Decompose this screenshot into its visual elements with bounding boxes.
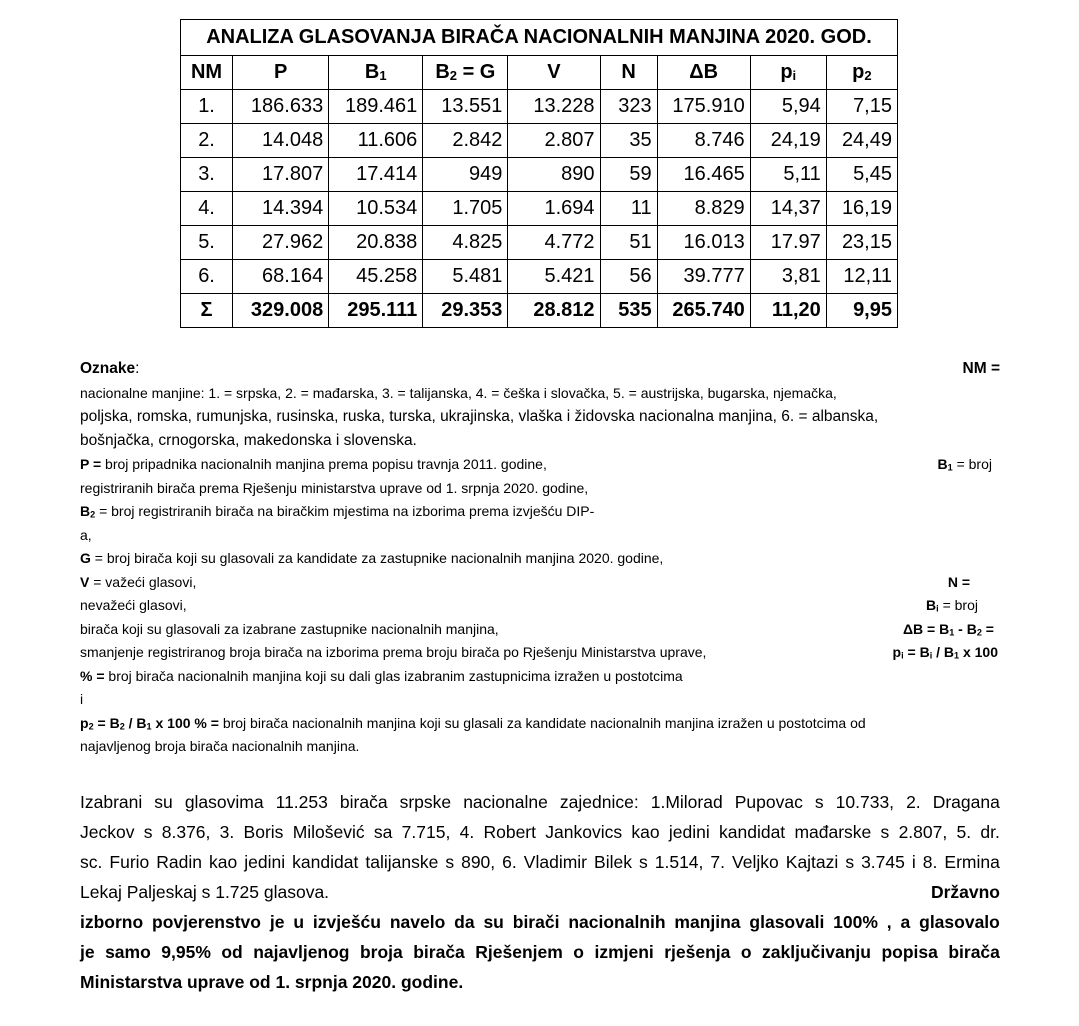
n-definition: nevažeći glasovi, (80, 597, 187, 613)
table-cell: 9,95 (826, 294, 897, 328)
table-cell: 39.777 (657, 260, 750, 294)
table-cell: 295.111 (329, 294, 423, 328)
table-cell: 13.228 (508, 90, 600, 124)
v-definition: = važeći glasovi, (89, 573, 197, 590)
table-cell: 2.807 (508, 124, 600, 158)
table-cell: 5,11 (750, 158, 826, 192)
table-cell: 5.421 (508, 260, 600, 294)
b1-definition: registriranih birača prema Rješenju ministarstva uprave od 1. srpnja 2020. godine, (80, 479, 589, 496)
notes-heading: Oznake (80, 360, 136, 377)
table-cell: 16.465 (657, 158, 750, 192)
table-row (181, 158, 898, 192)
table-cell: 5,45 (826, 158, 897, 192)
table-cell: 3. (181, 158, 233, 192)
table-cell: 13.551 (423, 90, 508, 124)
table-cell: 2.842 (423, 124, 508, 158)
table-cell: 14.394 (233, 192, 329, 226)
table-cell: 890 (508, 158, 600, 192)
table-cell: 265.740 (657, 294, 750, 328)
table-cell: 1. (181, 90, 233, 124)
table-row (181, 260, 898, 294)
table-cell: 323 (600, 90, 657, 124)
table-cell: 16.013 (657, 226, 750, 260)
column-header: NM (181, 56, 233, 90)
table-row (181, 192, 898, 226)
elected-representatives-paragraph: Izabrani su glasovima 11.253 birača srpske nacionalne zajednice: 1.Milorad Pupovac s 10.733, 2. Dragana Jeckov s 8.376, 3. Boris Milošević sa 7.715, 4. Robert Jankovics kao jedini kandidat mađarske s 2.807, 5. dr. sc. Furio Radin kao jedini kandidat talijanske s 890, 6. Vladimir Bilek s 1.514, 7. Veljko Kajtazi s 3.745 i 8. Ermina Lekaj Paljeskaj s 1.725 glasova. Državno izborno povjerenstvo je u izvješću navelo da su birači nacionalnih manjina glasovali 100% , a glasovalo je samo 9,95% od najavljenog broja birača Rješenjem o izmjeni rješenja o zaključivanju popisa birača Ministarstva uprave od 1. srpnja 2020. godine. (80, 792, 1000, 992)
pi-formula: $p_i = B_i / B_1$ x 100 (892, 644, 998, 661)
table-row (181, 226, 898, 260)
table-cell: 186.633 (233, 90, 329, 124)
table-cell: 12,11 (826, 260, 897, 294)
bi-definition: birača koji su glasovali za izabrane zastupnike nacionalnih manjina, (80, 620, 499, 637)
table-cell: 68.164 (233, 260, 329, 294)
column-header: N (600, 56, 657, 90)
table-header-row (181, 56, 898, 90)
table-cell: 7,15 (826, 90, 897, 124)
column-header: ΔB (657, 56, 750, 90)
table-cell: 51 (600, 226, 657, 260)
table-cell: 20.838 (329, 226, 423, 260)
table-cell: 23,15 (826, 226, 897, 260)
column-header: $B_1$ (329, 56, 423, 90)
table-cell: 4.772 (508, 226, 600, 260)
delta-b-definition: smanjenje registriranog broja birača na izborima prema broju birača po Rješenju Ministarstva uprave, (80, 644, 707, 660)
table-cell: 24,49 (826, 124, 897, 158)
table-cell: 949 (423, 158, 508, 192)
table-cell: 27.962 (233, 226, 329, 260)
table-cell: 535 (600, 294, 657, 328)
table-cell: 45.258 (329, 260, 423, 294)
notes-heading-row: Oznake: NM = (80, 357, 1000, 381)
table-cell: 3,81 (750, 260, 826, 294)
table-cell: 35 (600, 124, 657, 158)
table-cell: 6. (181, 260, 233, 294)
column-header: $p_i$ (750, 56, 826, 90)
nm-definition: nacionalne manjine: 1. = srpska, 2. = mađarska, 3. = talijanska, 4. = češka i slovačka, 5. = austrijska, bugarska, njemačka, (80, 385, 837, 401)
p2-formula: $p_2 = B_2 / B_1$ x 100 % = (80, 714, 219, 731)
table-cell: 11 (600, 192, 657, 226)
table-cell: 24,19 (750, 124, 826, 158)
nm-label: NM = (962, 360, 1000, 377)
table-cell: 4.825 (423, 226, 508, 260)
table-cell: 11.606 (329, 124, 423, 158)
table-cell: 14.048 (233, 124, 329, 158)
b2-definition: = broj registriranih birača na biračkim mjestima na izborima prema izvješću DIP- (95, 503, 595, 519)
table-cell: 175.910 (657, 90, 750, 124)
p-definition: broj pripadnika nacionalnih manjina prema popisu travnja 2011. godine, (101, 456, 547, 472)
table-cell: 8.829 (657, 192, 750, 226)
table-cell: 5,94 (750, 90, 826, 124)
column-header: P (233, 56, 329, 90)
table-cell: 8.746 (657, 124, 750, 158)
p2-definition: broj birača nacionalnih manjina koji su glasali za kandidate nacionalnih manjina izražen u postotcima od (218, 714, 866, 731)
g-definition: = broj birača koji su glasovali za kandidate za zastupnike nacionalnih manjina 2020. godine, (90, 550, 664, 566)
column-header: $B_2 = G$ (423, 56, 508, 90)
column-header: $p_2$ (826, 56, 897, 90)
table-cell: Σ (181, 294, 233, 328)
table-cell: 1.705 (423, 192, 508, 226)
table-cell: 10.534 (329, 192, 423, 226)
table-row (181, 124, 898, 158)
table-cell: 56 (600, 260, 657, 294)
legend-notes: Oznake: NM = nacionalne manjine: 1. = srpska, 2. = mađarska, 3. = talijanska, 4. = češka i slovačka, 5. = austrijska, bugarska, njemačka, poljska, romska, rumunjska, rusinska, ruska, turska, ukrajinska, vlaška i židovska nacionalna manjina, 6. = albanska, bošnjačka, crnogorska, makedonska i slovenska. P = broj pripadnika nacionalnih manjina prema popisu travnja 2011. godine, $B_1$ = broj registriranih birača prema Rješenju ministarstva uprave od 1. srpnja 2020. godine, $B_2$ = broj registriranih birača na biračkim mjestima na izborima prema izvješću DIP- a, G = broj birača koji su glasovali za kandidate za zastupnike nacionalnih manjina 2020. godine, V = važeći glasovi, N = nevažeći glasovi, $B_i$ = broj birača koji su glasovali za izabrane zastupnike nacionalnih manjina, $\Delta B = B_1 - B_2$ = smanjenje registriranog broja birača na izborima prema broju birača po Rješenju Ministarstva uprave, $p_i = B_i / B_1$ x 100 % = broj birača nacionalnih manjina koji su dali glas izabranim zastupnicima izražen u postotcima i $p_2 = B_2 / B_1$ x 100 % = broj birača nacionalnih manjina koji su glasali za kandidate nacionalnih manjina izražen u postotcima od najavljenog broja birača nacionalnih manjina. (80, 357, 1000, 759)
table-cell: 28.812 (508, 294, 600, 328)
table-total-row (181, 294, 898, 328)
table-cell: 16,19 (826, 192, 897, 226)
p-label: P = (80, 456, 102, 472)
table-cell: 17.807 (233, 158, 329, 192)
column-header: V (508, 56, 600, 90)
table-cell: 5.481 (423, 260, 508, 294)
table-cell: 29.353 (423, 294, 508, 328)
table-cell: 1.694 (508, 192, 600, 226)
table-cell: 2. (181, 124, 233, 158)
delta-b-formula: $\Delta B = B_1 - B_2$ = (902, 620, 994, 637)
table-cell: 11,20 (750, 294, 826, 328)
table-row (181, 90, 898, 124)
table-cell: 4. (181, 192, 233, 226)
table-cell: 17.414 (329, 158, 423, 192)
table-title: ANALIZA GLASOVANJA BIRAČA NACIONALNIH MANJINA 2020. GOD. (181, 20, 898, 56)
table-cell: 17.97 (750, 226, 826, 260)
table-cell: 14,37 (750, 192, 826, 226)
table-cell: 59 (600, 158, 657, 192)
table-cell: 5. (181, 226, 233, 260)
table-cell: 189.461 (329, 90, 423, 124)
pct-definition: broj birača nacionalnih manjina koji su dali glas izabranim zastupnicima izražen u postotcima (104, 667, 683, 684)
n-label: N = (947, 573, 970, 590)
table-cell: 329.008 (233, 294, 329, 328)
voting-analysis-table (180, 19, 898, 328)
